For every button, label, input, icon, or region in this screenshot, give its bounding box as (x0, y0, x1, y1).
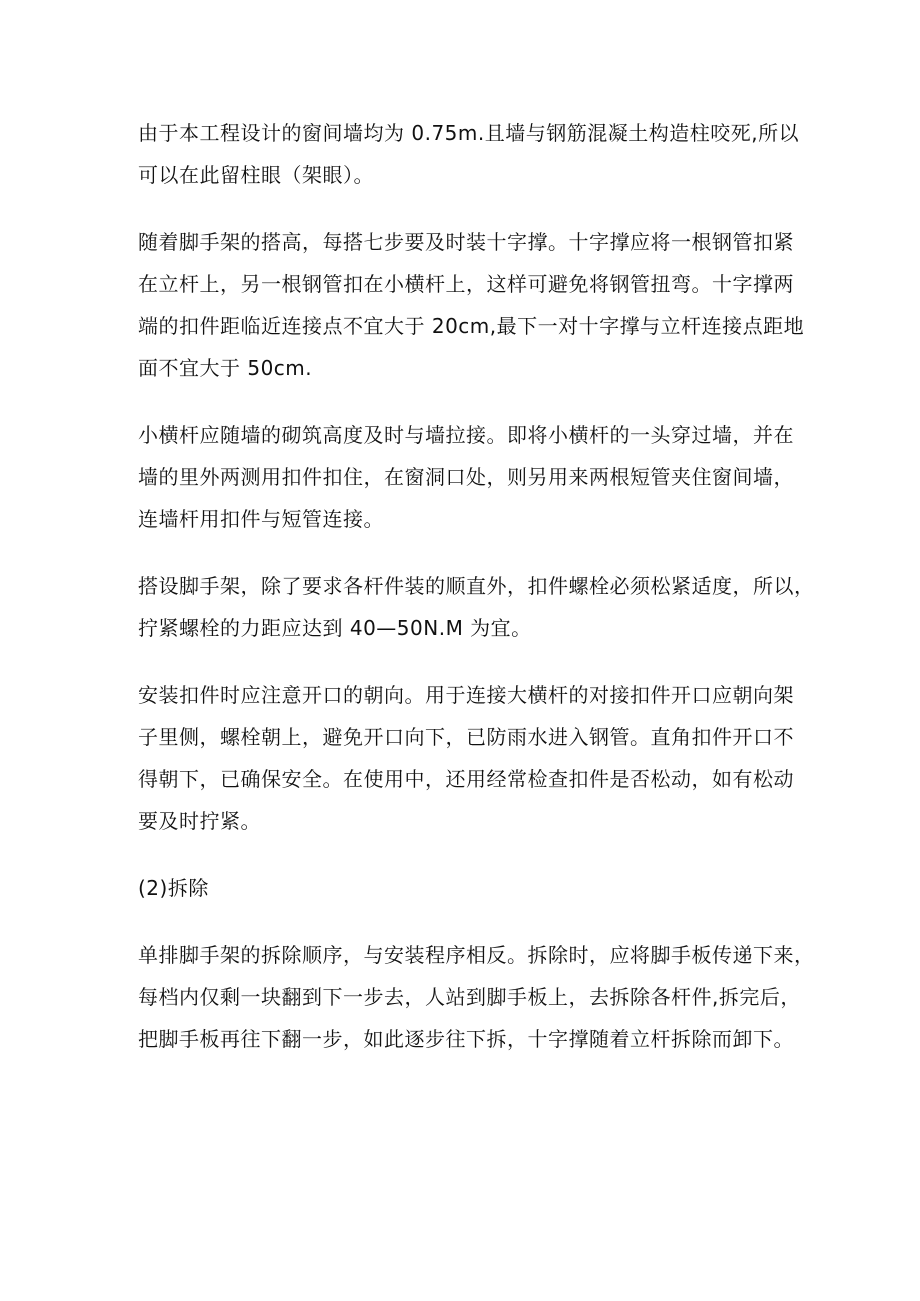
text-line: 拧紧螺栓的力距应达到 40—50N.M 为宜。 (138, 616, 532, 640)
text-line: 得朝下，已确保安全。在使用中，还用经常检查扣件是否松动，如有松动 (138, 767, 794, 791)
text-line: (2)拆除 (138, 876, 209, 900)
text-line: 随着脚手架的搭高，每搭七步要及时装十字撑。十字撑应将一根钢管扣紧 (138, 230, 794, 254)
paragraph-window-wall (138, 112, 798, 196)
text-line: 可以在此留柱眼（架眼）。 (138, 163, 374, 187)
paragraph-bolt-torque (138, 565, 815, 649)
paragraph-dismantling-order (138, 934, 815, 1060)
text-line: 子里侧，螺栓朝上，避免开口向下，已防雨水进入钢管。直角扣件开口不 (138, 725, 794, 749)
text-line: 每档内仅剩一块翻到下一步去，人站到脚手板上，去拆除各杆件,拆完后， (138, 985, 801, 1009)
text-line: 搭设脚手架，除了要求各杆件装的顺直外，扣件螺栓必须松紧适度，所以， (138, 574, 815, 598)
document-body (138, 112, 815, 1085)
text-line: 安装扣件时应注意开口的朝向。用于连接大横杆的对接扣件开口应朝向架 (138, 683, 794, 707)
text-line: 面不宜大于 50cm. (138, 356, 313, 380)
section-heading-dismantling (138, 867, 798, 909)
text-line: 墙的里外两测用扣件扣住，在窗洞口处，则另用来两根短管夹住窗间墙， (138, 465, 794, 489)
paragraph-small-crossbar (138, 414, 798, 540)
text-line: 端的扣件距临近连接点不宜大于 20cm,最下一对十字撑与立杆连接点距地 (138, 314, 805, 338)
text-line: 把脚手板再往下翻一步，如此逐步往下拆，十字撑随着立杆拆除而卸下。 (138, 1027, 794, 1051)
paragraph-cross-brace (138, 221, 805, 389)
text-line: 单排脚手架的拆除顺序，与安装程序相反。拆除时，应将脚手板传递下来， (138, 943, 815, 967)
paragraph-coupler-orientation (138, 674, 798, 842)
text-line: 在立杆上，另一根钢管扣在小横杆上，这样可避免将钢管扭弯。十字撑两 (138, 272, 794, 296)
text-line: 要及时拧紧。 (138, 809, 261, 833)
text-line: 小横杆应随墙的砌筑高度及时与墙拉接。即将小横杆的一头穿过墙，并在 (138, 423, 794, 447)
text-line: 连墙杆用扣件与短管连接。 (138, 507, 384, 531)
text-line: 由于本工程设计的窗间墙均为 0.75m.且墙与钢筋混凝土构造柱咬死,所以 (138, 121, 800, 145)
